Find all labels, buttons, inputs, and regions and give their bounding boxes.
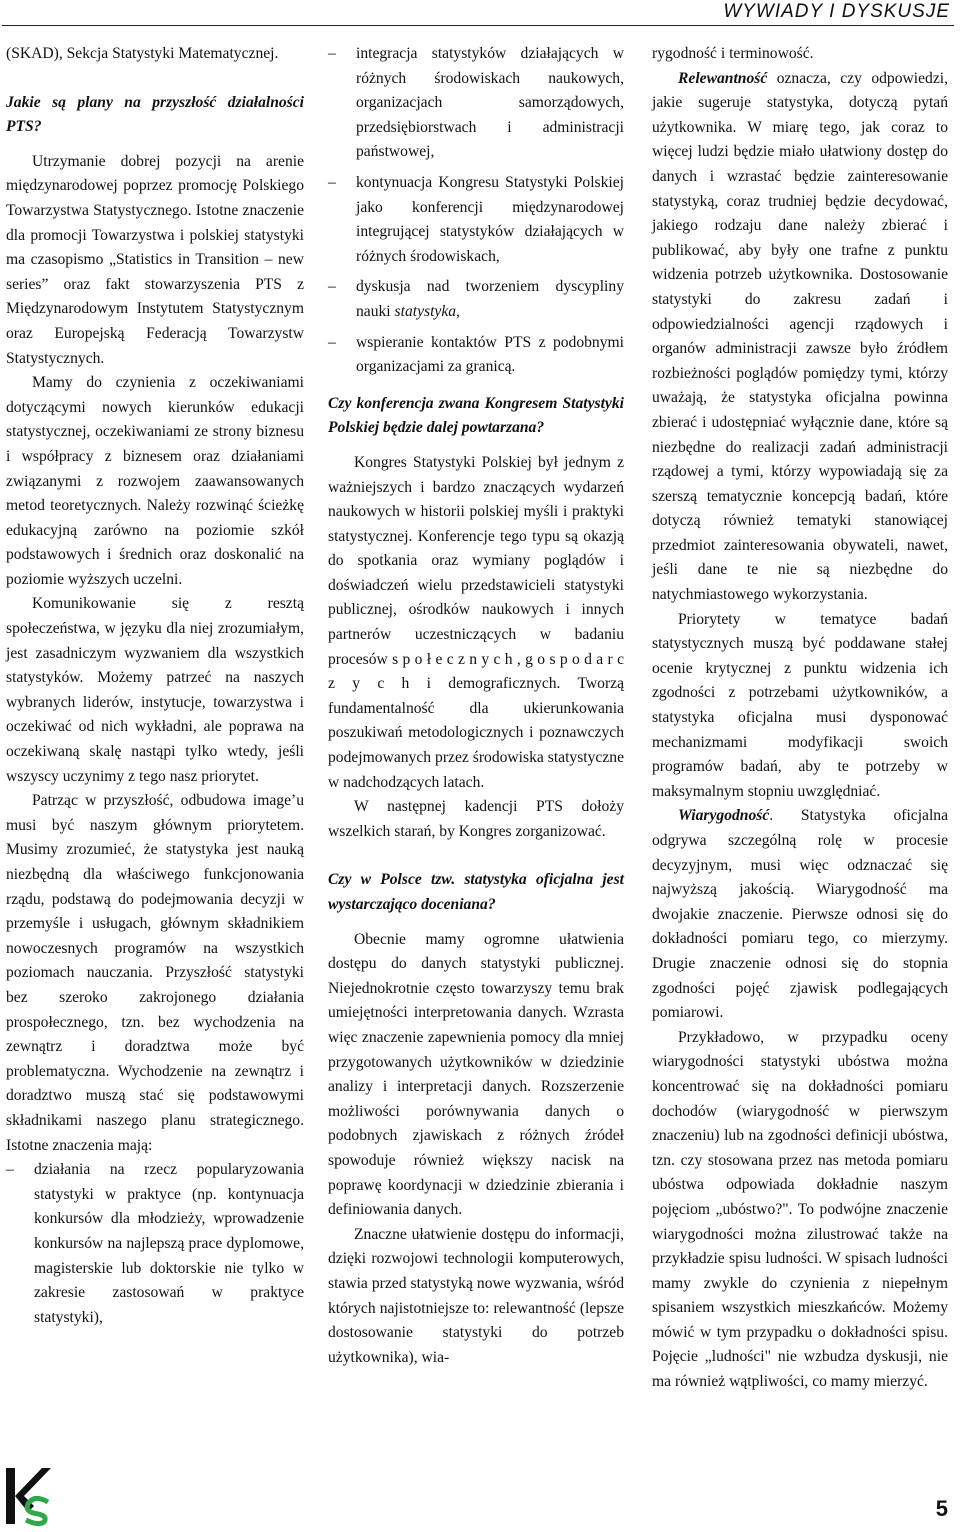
- paragraph: [652, 67, 948, 608]
- list-item-text: dyskusja nad tworzeniem dyscypliny nauki: [356, 278, 624, 320]
- paragraph: Obecnie mamy ogromne ułatwienia dostępu do danych statystyki publicznej. Niejednokrotnie często towarzyszy temu brak umiejętności interpretowania danych. Wzrasta więc znaczenie zapewnienia pomocy dla mniej przygotowanych użytkowników w dziedzinie analizy i interpretacji danych. Rozszerzenie możliwości porównywania danych o podobnych zjawiskach z różnych źródeł spowoduje również większy nacisk na poprawę koordynacji w dziedzinie zbierania i definiowania danych.: [328, 930, 624, 1219]
- list-item-text: integracja statystyków działających w różnych środowiskach naukowych, organizacjach samorządowych, przedsiębiorstwach i administracji państwowej,: [356, 45, 624, 161]
- column-3: [652, 42, 948, 1395]
- term-relevance: Relewantność: [678, 69, 768, 87]
- header-rule: [2, 25, 954, 26]
- dash-icon: –: [328, 278, 336, 296]
- paragraph: W następnej kadencji PTS dołoży wszelkich starań, by Kongres zorganizować.: [328, 798, 624, 840]
- paragraph: Przykładowo, w przypadku oceny wiarygodności statystyki ubóstwa można koncentrować się na dokładności pomiaru dochodów (wiarygodność w pierwszym znaczeniu) lub na zgodności definicji ubóstwa, tzn. czy stosowana przez nas metoda pomiaru ubóstwa odpowiada dokładnie naszym pojęciom „ubóstwo?". To podwójne znaczenie wiarygodności można zilustrować także na przykładzie spisu ludności. W spisach ludności mamy zwykle do czynienia z niepełnym spisaniem wszystkich mieszkańców. Możemy mówić w tym przypadku o dokładności spisu. Pojęcie „ludności" nie wzbudza dyskusji, nie ma również wątpliwości, co mamy mierzyć.: [652, 1028, 948, 1391]
- list-item: [328, 275, 624, 324]
- dash-icon: –: [328, 45, 336, 62]
- list-item: [328, 42, 624, 165]
- dash-icon: –: [6, 1161, 14, 1179]
- page-number: 5: [935, 1496, 948, 1521]
- interview-question: Jakie są plany na przyszłość działalności PTS?: [6, 93, 304, 136]
- priority-list-continued: [328, 42, 624, 380]
- paragraph: rygodność i terminowość.: [652, 45, 814, 62]
- term-reliability: Wiarygodność: [678, 807, 770, 825]
- list-item-text: wspieranie kontaktów PTS z podobnymi organizacjami za granicą.: [356, 333, 624, 376]
- paragraph: Mamy do czynienia z oczekiwaniami dotyczącymi nowych kierunków edukacji statystycznej, oczekiwaniami ze strony biznesu i współpracy z biznesem oraz działaniami związanymi z rozwojem zaawansowanych metod teoretycznych. Należy rozwinąć ścieżkę edukacyjną zarówno na poziomie szkół podstawowych i średnich oraz doskonalić na poziomie wyższych uczelni.: [6, 374, 304, 588]
- paragraph: (SKAD), Sekcja Statystyki Matematycznej.: [6, 45, 279, 62]
- column-1: [6, 42, 304, 1336]
- section-header: WYWIADY I DYSKUSJE: [723, 1, 950, 22]
- list-item: [328, 171, 624, 269]
- paragraph: Priorytety w tematyce badań statystycznych muszą być poddawane stałej ocenie krytycznej z punktu widzenia ich zgodności z potrzebami użytkowników, a statystyka oficjalna musi dysponować mechanizmami modyfikacji swoich programów badań, aby te potrzeby w maksymalnym stopniu uwzględniać.: [652, 610, 948, 800]
- paragraph: [652, 804, 948, 1025]
- dash-icon: –: [328, 333, 336, 351]
- list-item-emphasis: statystyka,: [394, 302, 460, 320]
- column-2: [328, 42, 624, 1370]
- list-item: [328, 331, 624, 380]
- interview-question: Czy konferencja zwana Kongresem Statystyki Polskiej będzie dalej powtarzana?: [328, 394, 624, 437]
- list-item: [6, 1158, 304, 1330]
- paragraph-text: oznacza, czy odpowiedzi, jakie sugeruje statystyka, dotyczą pytań użytkownika. W miarę tego, jak coraz to więcej ludzi będzie miało ułatwiony dostęp do danych i wzrastać będzie zainteresowanie statystyką, coraz trudniej będzie decydować, jakiego rodzaju dane należy zbierać i publikować, aby były one trafne z punktu widzenia potrzeb użytkownika. Dostosowanie statystyki do zakresu zadań i odpowiedzialności agencji rządowych i organów administracji zawsze było źródłem rozbieżności poglądów pomiędzy tymi, którzy uważają, że statystyka oficjalna powinna zbierać i udostępniać wyłącznie dane, które są niezbędne do realizacji zadań administracji rządowej a tymi, którzy wypowiadają się za szerszą tematycznie koncepcją badań, które dotyczą również tematyki stanowiącej przedmiot zainteresowania obywateli, nawet, jeśli dane te nie są niezbędne do natychmiastowego wykorzystania.: [652, 69, 948, 604]
- dash-icon: –: [328, 173, 336, 191]
- paragraph: Komunikowanie się z resztą społeczeństwa, w języku dla niej zrozumiałym, jest zasadniczym wyzwaniem dla wszystkich statystyków. Możemy patrzeć na naszych wybranych liderów, instytucje, towarzystwa i oczekiwać od nich wykładni, ale poprawa na oczekiwaną skalę nastąpi tylko wtedy, jeśli wszyscy uczynimy z tego nasz priorytet.: [6, 595, 304, 785]
- list-item-text: działania na rzecz popularyzowania statystyki w praktyce (np. kontynuacja konkursów dla młodzieży, wprowadzenie konkursów na najlepszą prace dyplomowe, magisterskie lub doktorskie nie tylko w zakresie zastosowań w praktyce statystyki),: [34, 1161, 304, 1326]
- priority-list: [6, 1158, 304, 1330]
- paragraph: Znaczne ułatwienie dostępu do informacji, dzięki rozwojowi technologii komputerowych, stawia przed statystyką nowe wyzwania, wśród których najistotniejsze to: relewantność (lepsze dostosowanie statystyki do potrzeb użytkownika), wia-: [328, 1225, 624, 1366]
- paragraph: Kongres Statystyki Polskiej był jednym z ważniejszych i bardzo znaczących wydarzeń naukowych w historii polskiej myśli i praktyki statystycznej. Konferencje tego typu są okazją do spotkania oraz wymiany poglądów i doświadczeń wielu przedstawicieli statystyki publicznej, ośrodków naukowych i innych partnerów uczestniczących w badaniu procesów s p o ł e c z n y c h , g o s p o d a r c z y c h i demograficznych. Tworzą fundamentalność dla ukierunkowania poszukiwań metodologicznych i poznawczych podejmowanych przez środowiska statystyczne w nadchodzących latach.: [328, 453, 624, 791]
- list-item-text: kontynuacja Kongresu Statystyki Polskiej jako konferencji międzynarodowej integrującej statystyków działających w różnych środowiskach,: [356, 173, 624, 265]
- interview-question: Czy w Polsce tzw. statystyka oficjalna jest wystarczająco doceniana?: [328, 871, 624, 913]
- ks-logo-icon: [4, 1466, 52, 1526]
- paragraph: Utrzymanie dobrej pozycji na arenie międzynarodowej poprzez promocję Polskiego Towarzystwa Statystycznego. Istotne znaczenie dla promocji Towarzystwa i polskiej statystyki ma czasopismo „Statistics in Transition – new series” oraz fakt stowarzyszenia PTS z Międzynarodowym Instytutem Statystycznym oraz Europejską Federacją Towarzystw Statystycznych.: [6, 152, 304, 367]
- paragraph-text: . Statystyka oficjalna odgrywa szczególną rolę w procesie decyzyjnym, musi więc odznaczać się najwyższą jakością. Wiarygodność ma dwojakie znaczenie. Pierwsze odnosi się do dokładności pomiaru tego, co mierzymy. Drugie znaczenie odnosi się do stopnia zgodności pojęć zjawisk podlegających pomiarowi.: [652, 807, 948, 1022]
- paragraph: Patrząc w przyszłość, odbudowa image’u musi być naszym głównym priorytetem. Musimy zrozumieć, że statystyka jest nauką niezbędną dla właściwego funkcjonowania rządu, podstawą do podejmowania decyzji w przemyśle i usługach, głównym składnikiem nowoczesnych programów na wszystkich poziomach nauczania. Przyszłość statystyki bez szeroko zakrojonego działania prospołecznego, tzn. bez wychodzenia na zewnątrz i doradztwa może być problematyczna. Wychodzenie na zewnątrz i doradztwo muszą stać się podstawowymi składnikami naszego planu strategicznego. Istotne znaczenia mają:: [6, 792, 304, 1154]
